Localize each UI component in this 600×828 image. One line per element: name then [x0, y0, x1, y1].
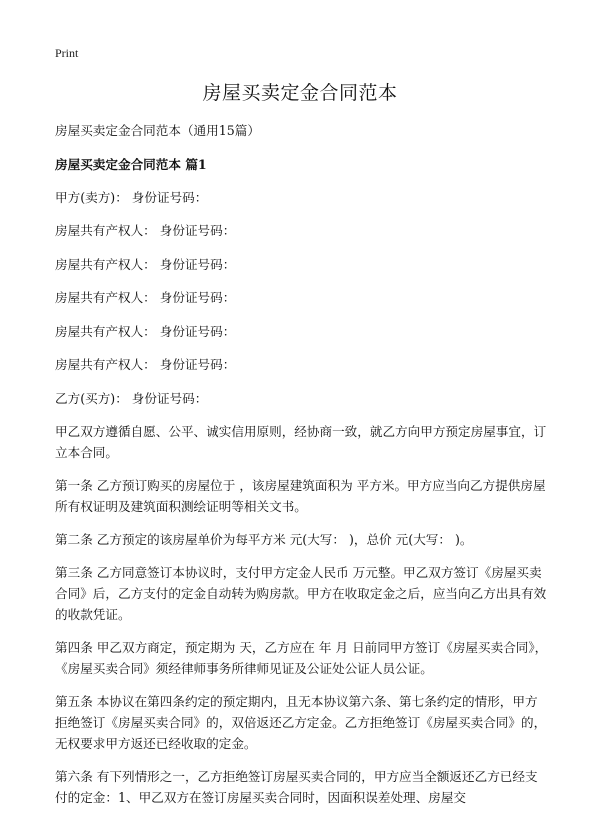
- contract-paragraph: 第六条 有下列情形之一，乙方拒绝签订房屋买卖合同的，甲方应当全额返还乙方已经支付的定金：1、甲乙双方在签订房屋买卖合同时，因面积误差处理、房屋交: [55, 769, 538, 805]
- contract-paragraph: 第五条 本协议在第四条约定的预定期内，且无本协议第六条、第七条约定的情形，甲方拒绝签订《房屋买卖合同》的，双倍返还乙方定金。乙方拒绝签订《房屋买卖合同》的，无权要求甲方返还已经收取的定金。: [55, 694, 547, 751]
- party-line: 房屋共有产权人： 身份证号码：: [55, 323, 236, 339]
- party-line: 甲方(卖方)： 身份证号码：: [55, 189, 208, 205]
- party-line: 房屋共有产权人： 身份证号码：: [55, 290, 236, 305]
- party-line: 房屋共有产权人： 身份证号码：: [55, 256, 236, 272]
- contract-paragraph: 第四条 甲乙双方商定，预定期为 天，乙方应在 年 月 日前同甲方签订《房屋买卖合同》，《房屋买卖合同》须经律师事务所律师见证及公证处公证人员公证。: [55, 640, 548, 676]
- contract-paragraph: 第三条 乙方同意签订本协议时，支付甲方定金人民币 万元整。甲乙双方签订《房屋买卖合同》后，乙方支付的定金自动转为购房款。甲方在收取定金之后，应当向乙方出具有效的收款凭证。: [55, 565, 547, 622]
- contract-paragraph: 第一条 乙方预订购买的房屋位于 ，该房屋建筑面积为 平方米。甲方应当向乙方提供房屋所有权证明及建筑面积测绘证明等相关文书。: [55, 478, 546, 514]
- contract-paragraph: 甲乙双方遵循自愿、公平、诚实信用原则，经协商一致，就乙方向甲方预定房屋事宜，订立本合同。: [55, 424, 547, 460]
- document-title: 房屋买卖定金合同范本: [202, 82, 398, 104]
- print-link[interactable]: Print: [55, 46, 79, 60]
- section-heading: 房屋买卖定金合同范本 篇1: [55, 156, 207, 172]
- party-line: 乙方(买方)： 身份证号码：: [55, 390, 208, 406]
- document-body: [55, 120, 549, 820]
- party-line: 房屋共有产权人： 身份证号码：: [55, 357, 236, 372]
- contract-paragraph: 第二条 乙方预定的该房屋单价为每平方米 元(大写： )，总价 元(大写： )。: [55, 532, 473, 547]
- document-subtitle: 房屋买卖定金合同范本（通用15篇）: [55, 123, 260, 138]
- party-line: 房屋共有产权人： 身份证号码：: [55, 223, 236, 238]
